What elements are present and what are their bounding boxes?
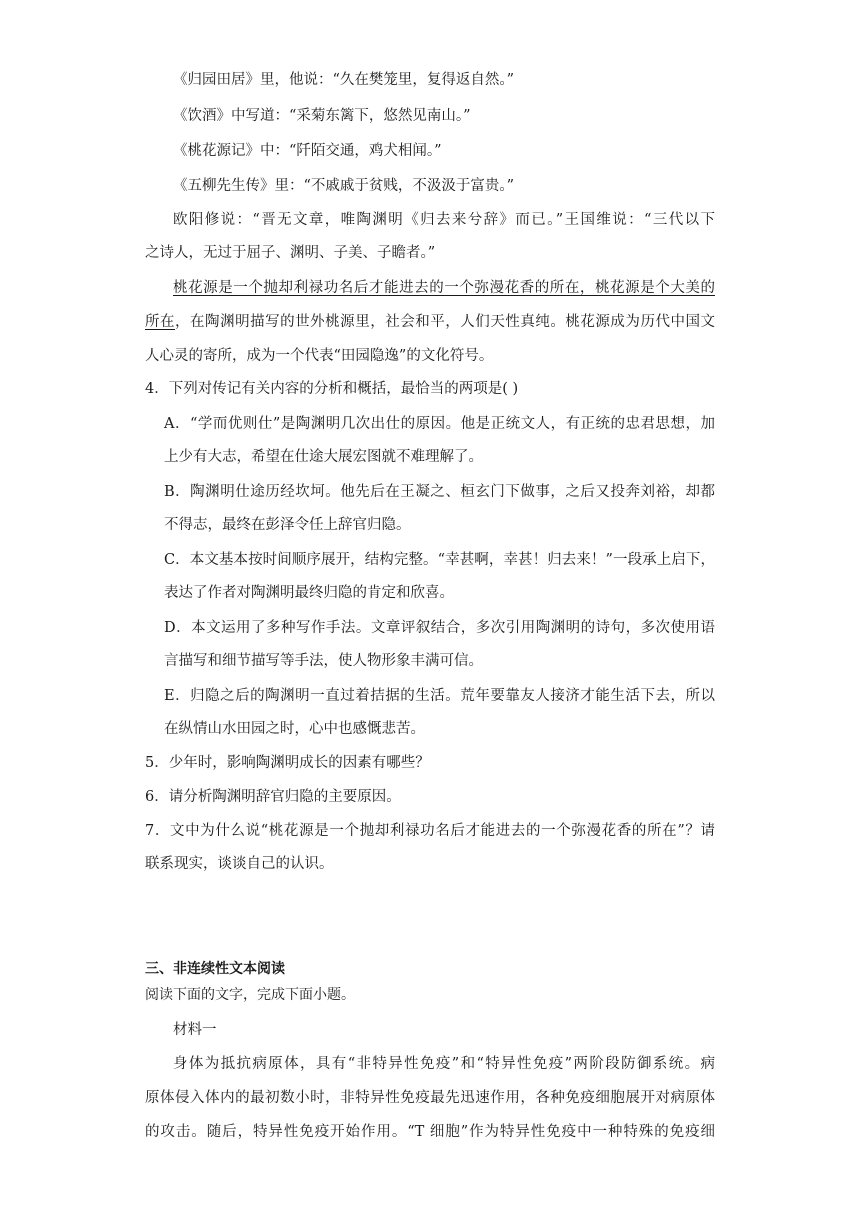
option-d-cont: 言描写和细节描写等手法，使人物形象丰满可信。 <box>164 653 483 669</box>
paragraph-line: 人心灵的寄所，成为一个代表“田园隐逸”的文化符号。 <box>145 348 494 364</box>
underlined-word: 所在 <box>145 314 176 330</box>
poem-line: 《归园田居》里，他说：“久在樊笼里，复得返自然。” <box>173 72 515 88</box>
option-a-cont: 上少有大志，希望在仕途大展宏图就不难理解了。 <box>164 449 483 465</box>
question-6: 6．请分析陶渊明辞官归隐的主要原因。 <box>145 789 401 805</box>
material-paragraph-line: 的攻击。随后，特异性免疫开始作用。“T 细胞”作为特异性免疫中一种特殊的免疫细 <box>145 1124 715 1140</box>
poem-line: 《桃花源记》中：“阡陌交通，鸡犬相闻。” <box>173 143 442 159</box>
question-5: 5．少年时，影响陶渊明成长的因素有哪些？ <box>145 755 430 771</box>
option-a: A．“学而优则仕”是陶渊明几次出仕的原因。他是正统文人，有正统的忠君思想，加 <box>164 416 715 432</box>
option-b-cont: 不得志，最终在彭泽令任上辞官归隐。 <box>164 517 411 533</box>
question-7: 7．文中为什么说“桃花源是一个抛却利禄功名后才能进去的一个弥漫花香的所在”？请 <box>145 823 715 839</box>
option-c: C．本文基本按时间顺序展开，结构完整。“幸甚啊，幸甚！归去来！”一段承上启下， <box>164 552 715 568</box>
underlined-sentence: 桃花源是一个抛却利禄功名后才能进去的一个弥漫花香的所在，桃花源是个大美的 <box>173 280 715 296</box>
quote-line: 之诗人，无过于屈子、渊明、子美、子瞻者。” <box>145 245 436 261</box>
poem-line: 《五柳先生传》里：“不戚戚于贫贱，不汲汲于富贵。” <box>173 178 515 194</box>
paragraph-text: ，在陶渊明描写的世外桃源里，社会和平，人们天性真纯。桃花源成为历代中国文 <box>175 314 716 330</box>
poem-line: 《饮酒》中写道：“采菊东篱下，悠然见南山。” <box>173 108 471 124</box>
material-paragraph-line: 身体为抵抗病原体，具有“非特异性免疫”和“特异性免疫”两阶段防御系统。病 <box>173 1056 715 1072</box>
option-e-cont: 在纵情山水田园之时，心中也感慨悲苦。 <box>164 721 425 737</box>
option-c-cont: 表达了作者对陶渊明最终归隐的肯定和欣喜。 <box>164 585 454 601</box>
section-heading: 三、非连续性文本阅读 <box>145 961 285 977</box>
paragraph-line <box>145 312 715 332</box>
question-4-stem: 4．下列对传记有关内容的分析和概括，最恰当的两项是( ) <box>145 381 519 397</box>
option-b: B．陶渊明仕途历经坎坷。他先后在王凝之、桓玄门下做事，之后又投奔刘裕，却都 <box>164 484 715 500</box>
question-7-cont: 联系现实，谈谈自己的认识。 <box>145 856 334 872</box>
option-d: D．本文运用了多种写作手法。文章评叙结合，多次引用陶渊明的诗句，多次使用语 <box>164 620 715 636</box>
material-paragraph-line: 原体侵入体内的最初数小时，非特异性免疫最先迅速作用，各种免疫细胞展开对病原体 <box>145 1090 715 1106</box>
quote-line: 欧阳修说：“晋无文章，唯陶渊明《归去来兮辞》而已。”王国维说：“三代以下 <box>173 212 715 228</box>
option-e: E．归隐之后的陶渊明一直过着拮据的生活。荒年要靠友人接济才能生活下去，所以 <box>164 688 715 704</box>
material-label: 材料一 <box>173 1022 217 1038</box>
section-instruction: 阅读下面的文字，完成下面小题。 <box>145 987 355 1003</box>
